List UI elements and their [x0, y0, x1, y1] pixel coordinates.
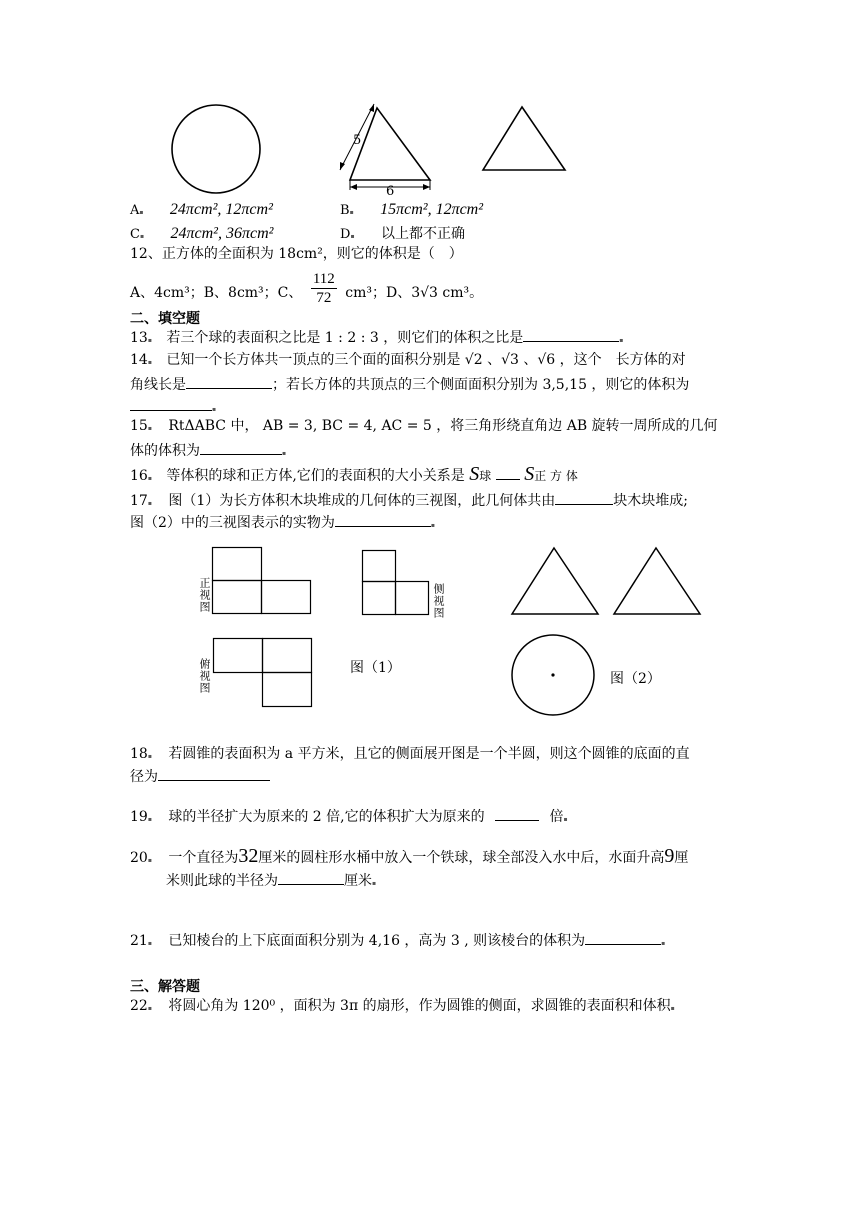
q12-question: 12、正方体的全面积为 18cm²，则它的体积是（ ）: [130, 246, 463, 262]
q16-text: 等体积的球和正方体,它们的表面积的大小关系是: [166, 468, 465, 484]
q17-line2: 图（2）中的三视图表示的实物为 ▪: [130, 512, 435, 536]
q17-side-view: [362, 550, 432, 620]
q18-number: 18: [130, 746, 148, 762]
q20-text-line1b: 厘米的圆柱形水桶中放入一个铁球，球全部没入水中后，水面升高: [258, 850, 665, 866]
q11-triangle-dimensioned: [330, 100, 440, 200]
q21-number: 21: [130, 933, 148, 949]
q18-line1: 18▪ 若圆锥的表面积为 a 平方米，且它的侧面展开图是一个半圆，则这个圆锥的底面的直: [130, 746, 690, 762]
q11-option-c: C▪ 24πcm², 36πcm²: [130, 225, 274, 242]
q20-answer-blank[interactable]: [278, 870, 344, 885]
section2-heading: 二、填空题: [130, 311, 200, 327]
q11-base-label: 6: [386, 184, 395, 199]
q17-figure1-caption: 图（1）: [350, 660, 401, 676]
q20-line1: 20▪ 一个直径为32厘米的圆柱形水桶中放入一个铁球，球全部没入水中后，水面升高9厘: [130, 845, 689, 867]
q15-line1: 15▪ RtΔABC 中， AB = 3, BC = 4, AC = 5 ，将三角形绕直角边 AB 旋转一周所成的几何: [130, 418, 718, 434]
q13: 13▪ 若三个球的表面积之比是 1 : 2 : 3 ，则它们的体积之比是 ▪: [130, 327, 623, 351]
q21: 21▪ 已知棱台的上下底面面积分别为 4,16 ，高为 3 , 则该棱台的体积为 ▪: [130, 930, 665, 954]
q12-frac-num: 112: [312, 271, 335, 287]
q11-triangle-figure: [480, 104, 580, 184]
q14-line1: 14▪ 已知一个长方体共一顶点的三个面的面积分别是 √2 、√3 、√6 ，这个 长方体的对: [130, 352, 686, 368]
q22-number: 22: [130, 998, 148, 1014]
q17-fig2-side-triangle: [612, 545, 712, 621]
q17-fig2-top-circle: [510, 634, 602, 718]
q20-diameter: 32: [238, 845, 259, 867]
q17-text-line2: 图（2）中的三视图表示的实物为: [130, 515, 335, 531]
q16-answer-blank[interactable]: [496, 469, 520, 480]
q11-option-b-letter: B: [340, 203, 350, 218]
q16-sub-cube: 正 方 体: [534, 469, 578, 483]
q22-text: 将圆心角为 120⁰ ，面积为 3π 的扇形，作为圆锥的侧面，求圆锥的表面积和体积: [168, 998, 671, 1014]
q11-option-a: A▪ 24πcm², 12πcm²: [130, 201, 273, 218]
q11-option-b-value: 15πcm², 12πcm²: [380, 201, 484, 218]
q12-fraction: [311, 270, 337, 307]
q17-answer-blank-2[interactable]: [335, 512, 431, 527]
q17-fig2-front-triangle: [510, 545, 610, 621]
q12-frac-den: 72: [316, 290, 332, 306]
q11-option-d: D▪ 以上都不正确: [340, 226, 465, 242]
q11-option-d-value: 以上都不正确: [380, 226, 465, 242]
q14-line2: [130, 374, 689, 395]
q14-text-line2a: 角线长是: [130, 377, 186, 393]
q19-text-a: 球的半径扩大为原来的 2 倍,它的体积扩大为原来的: [168, 809, 485, 825]
q20-line2: 米则此球的半径为 厘米▪: [166, 870, 376, 894]
q20-number: 20: [130, 850, 148, 866]
q16-number: 16: [130, 468, 148, 484]
q11-circle-figure: [168, 100, 268, 200]
q18-line2: [130, 766, 270, 787]
q17-answer-blank-1[interactable]: [555, 490, 613, 505]
q13-text: 若三个球的表面积之比是 1 : 2 : 3 ，则它们的体积之比是: [166, 330, 524, 346]
q14-text-line1: 已知一个长方体共一顶点的三个面的面积分别是 √2 、√3 、√6 ，这个 长方体的对: [166, 352, 686, 368]
q14-answer-blank-2[interactable]: [130, 396, 212, 411]
q15-text-line1: RtΔABC 中， AB = 3, BC = 4, AC = 5 ，将三角形绕直角边 AB 旋转一周所成的几何: [168, 418, 718, 434]
q12-options: [130, 270, 483, 310]
q16-sub-sphere: 球: [479, 469, 492, 483]
q11-option-b: B▪ 15πcm², 12πcm²: [340, 201, 484, 218]
q19: 19▪ 球的半径扩大为原来的 2 倍,它的体积扩大为原来的 倍▪: [130, 806, 568, 830]
q13-answer-blank[interactable]: [523, 327, 619, 342]
q19-text-b: 倍: [549, 809, 564, 825]
q17-number: 17: [130, 493, 148, 509]
q15-number: 15: [130, 418, 148, 434]
q17-figure2-caption: 图（2）: [610, 671, 661, 687]
q14-number: 14: [130, 352, 148, 368]
q17-text-line1b: 块木块堆成;: [613, 493, 688, 509]
q20-text-line1c: 厘: [674, 850, 689, 866]
q20-text-line2a: 米则此球的半径为: [166, 873, 278, 889]
q14-text-line2b: ；若长方体的共顶点的三个侧面面积分别为 3,5,15 ，则它的体积为: [272, 377, 690, 393]
q22: 22▪ 将圆心角为 120⁰ ，面积为 3π 的扇形，作为圆锥的侧面，求圆锥的表面积和体积▪: [130, 998, 675, 1014]
q13-number: 13: [130, 330, 148, 346]
q17-text-line1a: 图（1）为长方体积木块堆成的几何体的三视图，此几何体共由: [168, 493, 556, 509]
q11-option-c-value: 24πcm², 36πcm²: [170, 225, 274, 242]
q14-line3: ▪: [130, 396, 216, 420]
q11-option-c-letter: C: [130, 227, 140, 242]
q16-s-sphere: S: [469, 463, 480, 485]
q17-top-view-label: 俯视图: [198, 658, 211, 694]
q11-option-a-value: 24πcm², 12πcm²: [169, 201, 273, 218]
q18-text-line1: 若圆锥的表面积为 a 平方米，且它的侧面展开图是一个半圆，则这个圆锥的底面的直: [168, 746, 690, 762]
q12-options-post: cm³；D、3√3 cm³。: [345, 284, 484, 301]
q15-text-line2: 体的体积为: [130, 443, 200, 459]
q15-answer-blank[interactable]: [200, 440, 282, 455]
q17-line1: 17▪ 图（1）为长方体积木块堆成的几何体的三视图，此几何体共由 块木块堆成;: [130, 490, 688, 514]
q16: 16▪ 等体积的球和正方体,它们的表面积的大小关系是 S球 S正 方 体: [130, 463, 578, 485]
q15-line2: 体的体积为 ▪: [130, 440, 286, 464]
q21-answer-blank[interactable]: [585, 930, 661, 945]
q20-text-line1a: 一个直径为: [168, 850, 239, 866]
q11-option-a-letter: A: [130, 203, 140, 218]
q12-options-pre: A、4cm³；B、8cm³；C、: [130, 284, 303, 301]
q17-front-view-label: 正视图: [198, 577, 211, 613]
q18-text-line2: 径为: [130, 769, 158, 785]
q20-text-line2b: 厘米: [344, 873, 372, 889]
q21-text: 已知棱台的上下底面面积分别为 4,16 ，高为 3 , 则该棱台的体积为: [168, 933, 586, 949]
q19-number: 19: [130, 809, 148, 825]
q16-s-cube: S: [524, 463, 535, 485]
section3-heading: 三、解答题: [130, 979, 200, 995]
q17-top-view: [213, 638, 323, 710]
q11-option-d-letter: D: [340, 227, 351, 242]
q19-answer-blank[interactable]: [495, 806, 539, 821]
q14-answer-blank-1[interactable]: [186, 374, 272, 389]
q18-answer-blank[interactable]: [158, 766, 270, 781]
q17-front-view: [212, 547, 322, 617]
q17-side-view-label: 侧视图: [432, 583, 445, 619]
q20-height: 9: [664, 845, 675, 867]
q11-side-label: 5: [353, 133, 362, 148]
